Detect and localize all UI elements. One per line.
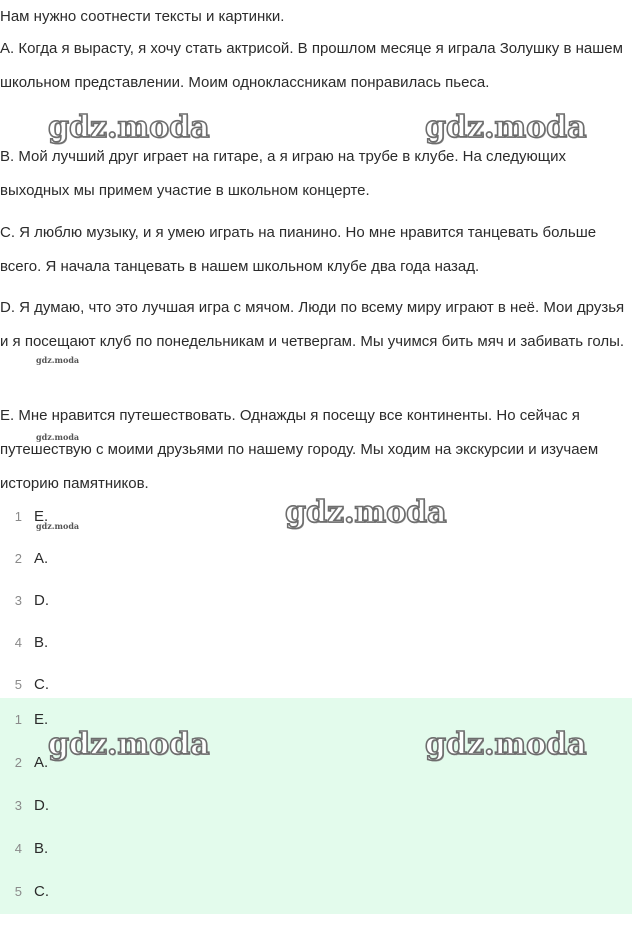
paragraph-d: D. Я думаю, что это лучшая игра с мячом. Люди по всему миру играют в неё. Мои друзья и я посещают клуб по понедельникам и четвергам. Мы учимся бить мяч и забивать голы. (0, 299, 625, 350)
item-value: C. (34, 883, 49, 900)
watermark: gdz.moda (285, 495, 447, 530)
paragraph-c: C. Я люблю музыку, и я умею играть на пианино. Но мне нравится танцевать больше всего. Я начала танцевать в нашем школьном клубе два года назад. (0, 224, 597, 275)
paragraph-b: B. Мой лучший друг играет на гитаре, а я играю на трубе в клубе. На следующих выходных мы примем участие в школьном концерте. (0, 148, 567, 199)
watermark: gdz.moda (425, 727, 587, 762)
list-item (0, 784, 632, 827)
item-number: 5 (14, 676, 22, 692)
watermark: gdz.moda (36, 355, 80, 365)
watermark: gdz.moda (36, 432, 80, 442)
item-value: D. (34, 797, 49, 814)
item-value: E. (34, 507, 49, 525)
watermark: gdz.moda (425, 110, 587, 145)
intro-text: Нам нужно соотнести тексты и картинки. (0, 8, 285, 25)
list-item (0, 537, 632, 579)
paragraph-e: E. Мне нравится путешествовать. Однажды я посещу все континенты. Но сейчас я путешествую с моими друзьями по нашему городу. Мы ходим на экскурсии и изучаем историю памятников. (0, 407, 599, 492)
watermark: gdz.moda (48, 110, 210, 145)
list-item (0, 579, 632, 621)
list-item (0, 621, 632, 663)
item-number: 4 (14, 634, 22, 650)
item-value: B. (34, 633, 49, 651)
item-value: C. (34, 675, 49, 693)
item-value: E. (34, 711, 49, 728)
paragraph-a: A. Когда я вырасту, я хочу стать актрисой. В прошлом месяце я играла Золушку в нашем школьном представлении. Моим одноклассникам понравилась пьеса. (0, 40, 623, 91)
item-number: 4 (14, 841, 22, 856)
item-number: 5 (14, 884, 22, 899)
item-number: 1 (14, 712, 22, 727)
item-number: 2 (14, 755, 22, 770)
item-number: 2 (14, 550, 22, 566)
list-item (0, 870, 632, 913)
item-value: D. (34, 591, 49, 609)
list-item (0, 827, 632, 870)
item-value: A. (34, 754, 49, 771)
item-value: A. (34, 549, 49, 567)
watermark: gdz.moda (48, 727, 210, 762)
item-number: 3 (14, 592, 22, 608)
item-value: B. (34, 840, 49, 857)
item-number: 3 (14, 798, 22, 813)
item-number: 1 (14, 508, 22, 524)
watermark: gdz.moda (36, 521, 80, 531)
